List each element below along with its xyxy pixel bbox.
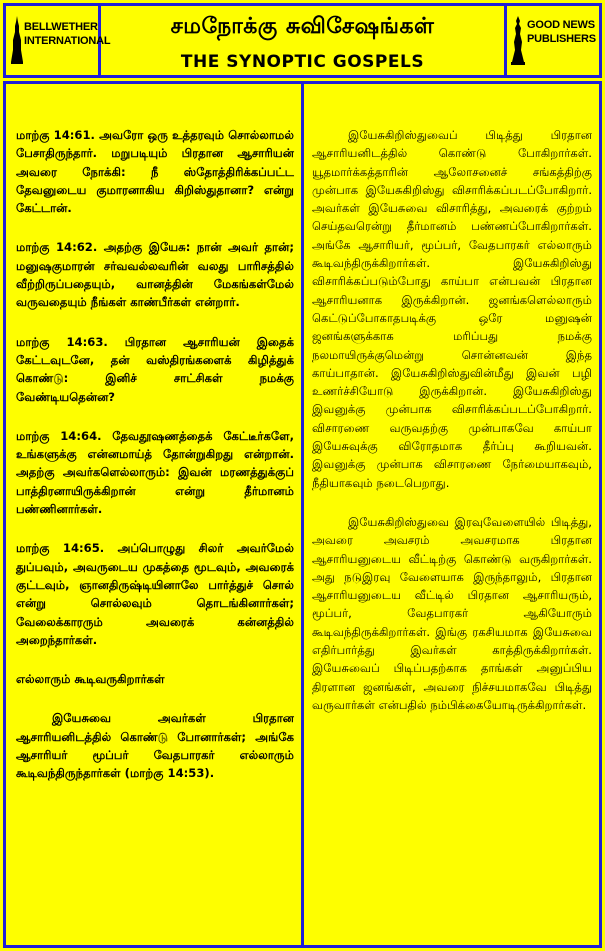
scripture-column <box>16 126 294 804</box>
scripture-paragraph: மாற்கு 14:64. தேவதூஷணத்தைக் கேட்டீர்களே, உங்களுக்கு என்னமாய்த் தோன்றுகிறது என்றான். அதற்கு அவர்களெல்லாரும்: இவன் மரணத்துக்குப் பாத்திரனாயிருக்கிறான் என்று தீர்மானம் பண்ணினார்கள். <box>16 428 294 517</box>
title-tamil: சமநோக்கு சுவிசேஷங்கள் <box>170 14 435 39</box>
title-area <box>104 6 501 75</box>
scripture-paragraph: மாற்கு 14:61. அவரோ ஒரு உத்தரவும் சொல்லாமல் பேசாதிருந்தார். மறுபடியும் பிரதான ஆசாரியன் அவரை நோக்கி: நீ ஸ்தோத்திரிக்கப்பட்ட தேவனுடைய குமாரனாகிய கிறிஸ்துதானா? என்று கேட்டான். <box>16 128 294 216</box>
scripture-paragraph: மாற்கு 14:65. அப்பொழுது சிலர் அவர்மேல் துப்பவும், அவருடைய முகத்தை மூடவும், அவரைக் குட்டவும், ஞானதிருஷ்டியினாலே பார்த்துச் சொல் என்று சொல்லவும் தொடங்கினார்கள்; வேலைக்காரரும் அவரைக் கன்னத்தில் அறைந்தார்கள். <box>16 541 294 647</box>
bell-tower-icon <box>11 16 23 64</box>
good-news-logo-text: GOOD NEWS PUBLISHERS <box>527 19 596 45</box>
section-heading: எல்லாரும் கூடிவருகிறார்கள் <box>16 672 165 687</box>
column-divider <box>301 84 304 945</box>
scripture-paragraph: மாற்கு 14:63. பிரதான ஆசாரியன் இதைக் கேட்டவுடனே, தன் வஸ்திரங்களைக் கிழித்துக் கொண்டு: இனிச் சாட்சிகள் நமக்கு வேண்டியதென்ன? <box>16 334 294 404</box>
commentary-paragraph: இயேசுகிறிஸ்துவைப் பிடித்து பிரதான ஆசாரியனிடத்தில் கொண்டு போகிறார்கள். யூதமார்க்கத்தாரின் ஆலோசனைச் சங்கத்திற்கு முன்பாக இயேசுகிறிஸ்து விசாரிக்கப்படப்போகிறார். அவர்கள் இயேசுவை விசாரித்து, அவரைக் குற்றம் செய்தவரென்று தீர்மானம் பண்ணப்போகிறார்கள். அங்கே ஆசாரியர், மூப்பர், வேதபாரகர் எல்லாரும் கூடிவந்திருக்கிறார்கள். இயேசுகிறிஸ்து விசாரிக்கப்படும்போது காய்பா என்பவன் பிரதான ஆசாரியனாக இருக்கிறான். ஜனங்களெல்லாரும் கெட்டுப்போகாதபடிக்கு ஒரே மனுஷன் ஜனங்களுக்காக மரிப்பது நமக்கு நலமாயிருக்குமென்று சொன்னவன் இந்த காய்பாதான். இயேசுகிறிஸ்துவின்மீது இவன் பழி உணர்ச்சியோடு இருக்கிறான். இயேசுகிறிஸ்து இவனுக்கு முன்பாக விசாரிக்கப்படப்போகிறார். விசாரணை வருவதற்கு முன்பாகவே காய்பா இயேசுவுக்கு விரோதமாக தீர்ப்பு கூறியவன். இவனுக்கு முன்பாக விசாரணை நேர்மையாகவும், நீதியாகவும் நடைபெறாது. <box>312 128 592 490</box>
page-header <box>3 3 602 78</box>
commentary-paragraph: இயேசுகிறிஸ்துவை இரவுவேளையில் பிடித்து, அவரை அவசரம் அவசரமாக பிரதான ஆசாரியனுடைய வீட்டிற்கு கொண்டு வருகிறார்கள். அது நடுஇரவு வேளையாக இருந்தாலும், பிரதான ஆசாரியனுடைய வீட்டில் பிரதான ஆசாரியரும், மூப்பர், வேதபாரகர் ஆகியோரும் கூடிவந்திருக்கிறார்கள். இங்கு ரகசியமாக இயேசுவை எதிர்பார்த்து இவர்கள் காத்திருக்கிறார்கள். இயேசுவைப் பிடிப்பதற்காக தாங்கள் அனுப்பிய திரளான ஜனங்கள், அவரை நிச்சயமாகவே பிடித்து வருவார்கள் என்பதில் நம்பிக்கையோடிருக்கிறார்கள். <box>312 514 592 712</box>
bellwether-logo <box>6 6 111 75</box>
commentary-column <box>312 126 592 735</box>
scripture-paragraph: மாற்கு 14:62. அதற்கு இயேசு: நான் அவர் தான்; மனுஷகுமாரன் சர்வவல்லவரின் வலது பாரிசத்தில் வீற்றிருப்பதையும், வானத்தின் மேகங்கள்மேல் வருவதையும் நீங்கள் காண்பீர்கள் என்றார். <box>16 240 294 310</box>
lamp-stand-icon <box>511 16 525 66</box>
good-news-logo <box>504 6 599 75</box>
title-english: THE SYNOPTIC GOSPELS <box>180 52 425 72</box>
content-area <box>3 81 602 948</box>
bellwether-logo-text: BELLWETHER INTERNATIONAL <box>24 21 111 47</box>
scripture-paragraph: இயேசுவை அவர்கள் பிரதான ஆசாரியனிடத்தில் கொண்டு போனார்கள்; அங்கே ஆசாரியர் மூப்பர் வேதபாரகர் எல்லாரும் கூடிவந்திருந்தார்கள் (மாற்கு 14:53). <box>16 711 294 781</box>
